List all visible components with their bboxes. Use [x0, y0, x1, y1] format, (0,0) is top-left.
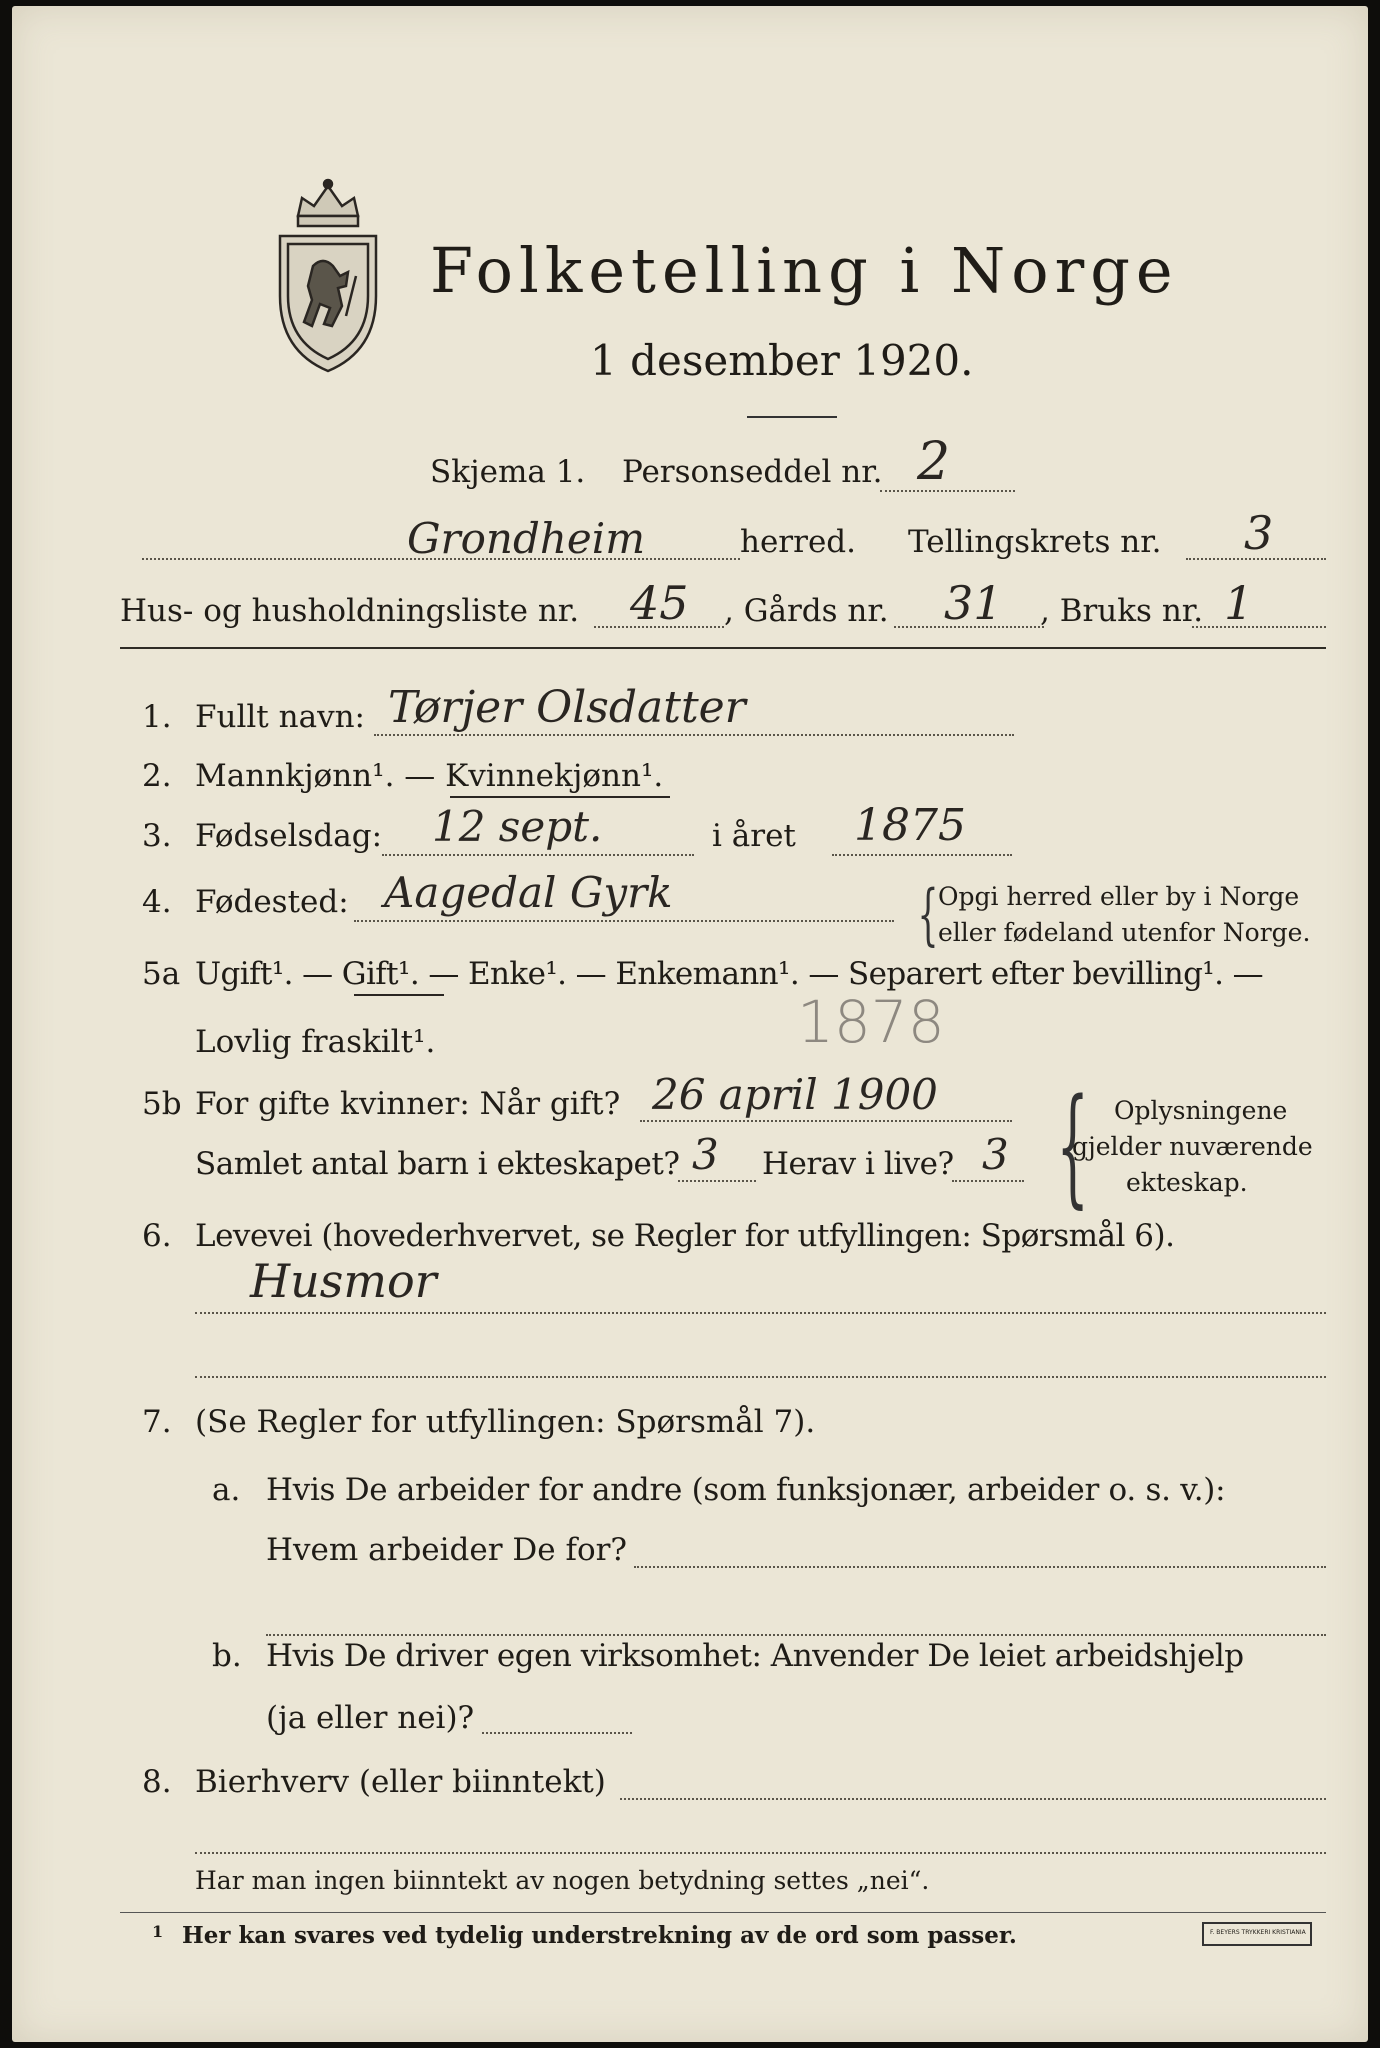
q8-number: 8.: [142, 1764, 172, 1800]
children-count-value[interactable]: 3: [692, 1130, 719, 1179]
married-date-value[interactable]: 26 april 1900: [652, 1070, 938, 1119]
title-divider: [747, 416, 837, 418]
q7b-line2: (ja eller nei)?: [266, 1700, 475, 1736]
header-separator: [120, 647, 1326, 649]
bruks-field-line: [1192, 626, 1326, 628]
q8-field-line-1: [620, 1798, 1326, 1800]
q7a-field-line-2: [266, 1634, 1326, 1636]
biinntekt-note: Har man ingen biinntekt av nogen betydning settes „nei“.: [195, 1866, 930, 1895]
full-name-value[interactable]: Tørjer Olsdatter: [388, 682, 746, 733]
footnote-text: Her kan svares ved tydelig understrekning av de ord som passer.: [182, 1922, 1017, 1949]
birth-day-value[interactable]: 12 sept.: [432, 802, 603, 851]
gards-value[interactable]: 31: [944, 576, 1003, 630]
q3-number: 3.: [142, 818, 172, 854]
q5a-line2: Lovlig fraskilt¹.: [195, 1024, 436, 1060]
census-form-page: [12, 6, 1368, 2042]
q8-field-line-2: [195, 1852, 1326, 1854]
q1-field-line: [374, 734, 1014, 736]
printer-stamp: [1202, 1922, 1312, 1946]
q2-number: 2.: [142, 758, 172, 794]
q7a-field-line-1: [634, 1566, 1326, 1568]
norwegian-coat-of-arms-icon: [268, 176, 388, 376]
q5b-married-field-line: [640, 1120, 1012, 1122]
personseddel-value[interactable]: 2: [917, 432, 951, 492]
q7-label: (Se Regler for utfyllingen: Spørsmål 7).: [195, 1404, 816, 1440]
q7b-letter: b.: [212, 1638, 242, 1674]
q4-note-line1: Opgi herred eller by i Norge: [938, 882, 1300, 911]
bruks-value[interactable]: 1: [1224, 576, 1254, 630]
q5b-alive-label: Herav i live?: [762, 1146, 954, 1182]
q3-year-field-line: [832, 854, 1012, 856]
q3-day-field-line: [382, 854, 694, 856]
q5b-label: For gifte kvinner: Når gift?: [195, 1086, 621, 1122]
footnote-separator: [120, 1912, 1326, 1913]
q1-number: 1.: [142, 699, 172, 735]
q3-year-label: i året: [712, 818, 796, 854]
herred-value[interactable]: Grondheim: [407, 514, 646, 563]
birthplace-value[interactable]: Aagedal Gyrk: [384, 868, 673, 917]
q2-gender-options: Mannkjønn¹. — Kvinnekjønn¹.: [195, 758, 664, 794]
q4-number: 4.: [142, 884, 172, 920]
kvinnekjonn-underline: [450, 796, 670, 798]
form-date: 1 desember 1920.: [590, 336, 974, 385]
footnote-mark: 1: [152, 1922, 164, 1941]
q7a-letter: a.: [212, 1472, 241, 1508]
tellingskrets-label: Tellingskrets nr.: [908, 524, 1162, 560]
q7b-field-line: [482, 1732, 632, 1734]
printer-stamp-text: F. BEYERS TRYKKERI KRISTIANIA: [1210, 1929, 1306, 1936]
q5b-note-brace: {: [1056, 1072, 1090, 1221]
q6-number: 6.: [142, 1218, 172, 1254]
q8-label: Bierhverv (eller biinntekt): [195, 1764, 606, 1800]
q4-field-line: [354, 920, 894, 922]
gards-label: , Gårds nr.: [724, 593, 889, 629]
q5a-marital-options: Ugift¹. — Gift¹. — Enke¹. — Enkemann¹. — Separert efter bevilling¹. —: [195, 956, 1264, 992]
bruks-label: , Bruks nr.: [1040, 593, 1204, 629]
q6-field-line-1: [195, 1312, 1326, 1314]
q5b-children-label: Samlet antal barn i ekteskapet?: [195, 1146, 680, 1182]
q6-label: Levevei (hovederhvervet, se Regler for utfyllingen: Spørsmål 6).: [195, 1218, 1175, 1254]
children-alive-value[interactable]: 3: [982, 1130, 1009, 1179]
q5b-note-line3: ekteskap.: [1126, 1168, 1248, 1197]
q7-number: 7.: [142, 1404, 172, 1440]
q7b-line1: Hvis De driver egen virksomhet: Anvender De leiet arbeidshjelp: [266, 1638, 1244, 1674]
husholdningsliste-value[interactable]: 45: [630, 576, 689, 630]
q3-label: Fødselsdag:: [195, 818, 383, 854]
gift-underline: [354, 994, 444, 996]
q4-label: Fødested:: [195, 884, 349, 920]
q5b-alive-field-line: [952, 1180, 1024, 1182]
q4-note-brace: {: [917, 876, 939, 953]
q5b-note-line1: Oplysningene: [1114, 1096, 1288, 1125]
form-title: Folketelling i Norge: [430, 234, 1179, 307]
q5a-number: 5a: [142, 956, 181, 992]
birth-year-value[interactable]: 1875: [854, 800, 966, 851]
q5b-number: 5b: [142, 1086, 182, 1122]
q7a-line1: Hvis De arbeider for andre (som funksjonær, arbeider o. s. v.):: [266, 1472, 1226, 1508]
personseddel-label: Personseddel nr.: [622, 454, 883, 490]
herred-label: herred.: [740, 524, 856, 560]
husholdningsliste-label: Hus- og husholdningsliste nr.: [120, 593, 580, 629]
pencil-annotation: 1878: [797, 988, 945, 1056]
skjema-label: Skjema 1.: [430, 454, 586, 490]
tellingskrets-value[interactable]: 3: [1244, 506, 1274, 560]
q5b-note-line2: gjelder nuværende: [1072, 1132, 1313, 1161]
q1-label: Fullt navn:: [195, 699, 365, 735]
q7a-line2: Hvem arbeider De for?: [266, 1532, 628, 1568]
q6-field-line-2: [195, 1376, 1326, 1378]
q4-note-line2: eller fødeland utenfor Norge.: [938, 918, 1311, 947]
occupation-value[interactable]: Husmor: [250, 1254, 437, 1308]
q5b-children-field-line: [678, 1180, 756, 1182]
